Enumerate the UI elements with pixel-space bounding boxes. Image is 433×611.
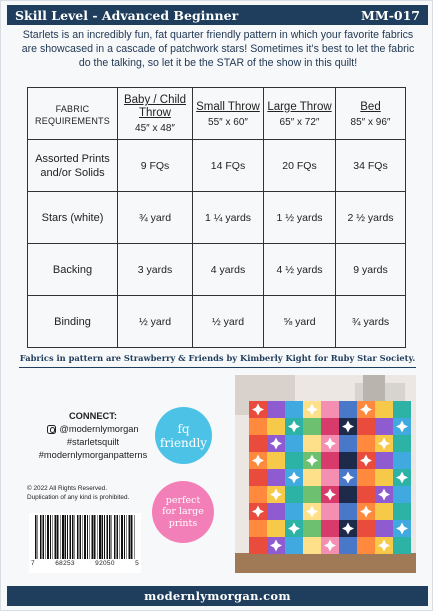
table-cell: ¾ yards [336, 296, 406, 348]
barcode-bars [35, 515, 135, 559]
table-cell: 3 yards [118, 244, 193, 296]
table-cell: 2 ½ yards [336, 192, 406, 244]
table-row [28, 296, 406, 348]
row-label: Binding [28, 296, 118, 348]
table-cell: ⅝ yard [264, 296, 336, 348]
table-cell: 34 FQs [336, 140, 406, 192]
large-prints-badge: perfect for large prints [152, 481, 214, 543]
top-banner [7, 5, 428, 25]
copyright-notice: © 2022 All Rights Reserved. Duplication of any kind is prohibited. [27, 485, 130, 501]
contact-block [27, 410, 159, 462]
table-cell: ½ yard [193, 296, 264, 348]
table-cell: 20 FQs [264, 140, 336, 192]
size-header: Small Throw 55″ x 60″ [193, 88, 264, 140]
row-label: Backing [28, 244, 118, 296]
table-cell: 4 yards [193, 244, 264, 296]
table-cell: ¾ yard [118, 192, 193, 244]
hashtag: #starletsquilt [66, 437, 120, 447]
table-cell: 9 yards [336, 244, 406, 296]
instagram-icon [47, 425, 56, 434]
intro-text: Starlets is an incredibly fun, fat quarter friendly pattern in which your favorite fabrics are showcased in a cascade of patchwork stars! Sometimes it’s best to let the fabric do the talking, so let it be the STAR of the show in this quilt! [21, 29, 415, 69]
instagram-link[interactable] [27, 423, 159, 436]
row-label: Assorted Prints and/or Solids [28, 140, 118, 192]
divider [19, 367, 416, 368]
fabric-requirements-table [27, 87, 406, 348]
row-label: Stars (white) [28, 192, 118, 244]
size-header: Bed 85″ x 96″ [336, 88, 406, 140]
table-row [28, 192, 406, 244]
size-header: Large Throw 65″ x 72″ [264, 88, 336, 140]
table-cell: ½ yard [118, 296, 193, 348]
table-row [28, 140, 406, 192]
table-cell: 14 FQs [193, 140, 264, 192]
table-header-row [28, 88, 406, 140]
table-cell: 4 ½ yards [264, 244, 336, 296]
instagram-handle: @modernlymorgan [59, 424, 139, 434]
pattern-code: MM-017 [361, 7, 420, 23]
size-header: Baby / Child Throw 45″ x 48″ [118, 88, 193, 140]
table-cell: 9 FQs [118, 140, 193, 192]
hashtag: #modernlymorganpatterns [38, 450, 148, 460]
fq-friendly-badge: fq friendly [155, 407, 212, 464]
skill-level-label: Skill Level - Advanced Beginner [15, 7, 239, 23]
barcode-number: 7 68253 92050 5 [31, 560, 139, 567]
fabric-credit: Fabrics in pattern are Strawberry & Friends by Kimberly Kight for Ruby Star Society. [19, 353, 416, 363]
table-corner-label: FABRIC REQUIREMENTS [28, 88, 118, 140]
contact-heading: CONNECT: [68, 411, 118, 421]
table-row [28, 244, 406, 296]
barcode [29, 513, 141, 573]
table-cell: 1 ½ yards [264, 192, 336, 244]
quilt-photo [235, 375, 416, 573]
quilt-illustration [235, 375, 416, 573]
table-cell: 1 ¼ yards [193, 192, 264, 244]
footer-website[interactable]: modernlymorgan.com [7, 586, 428, 606]
